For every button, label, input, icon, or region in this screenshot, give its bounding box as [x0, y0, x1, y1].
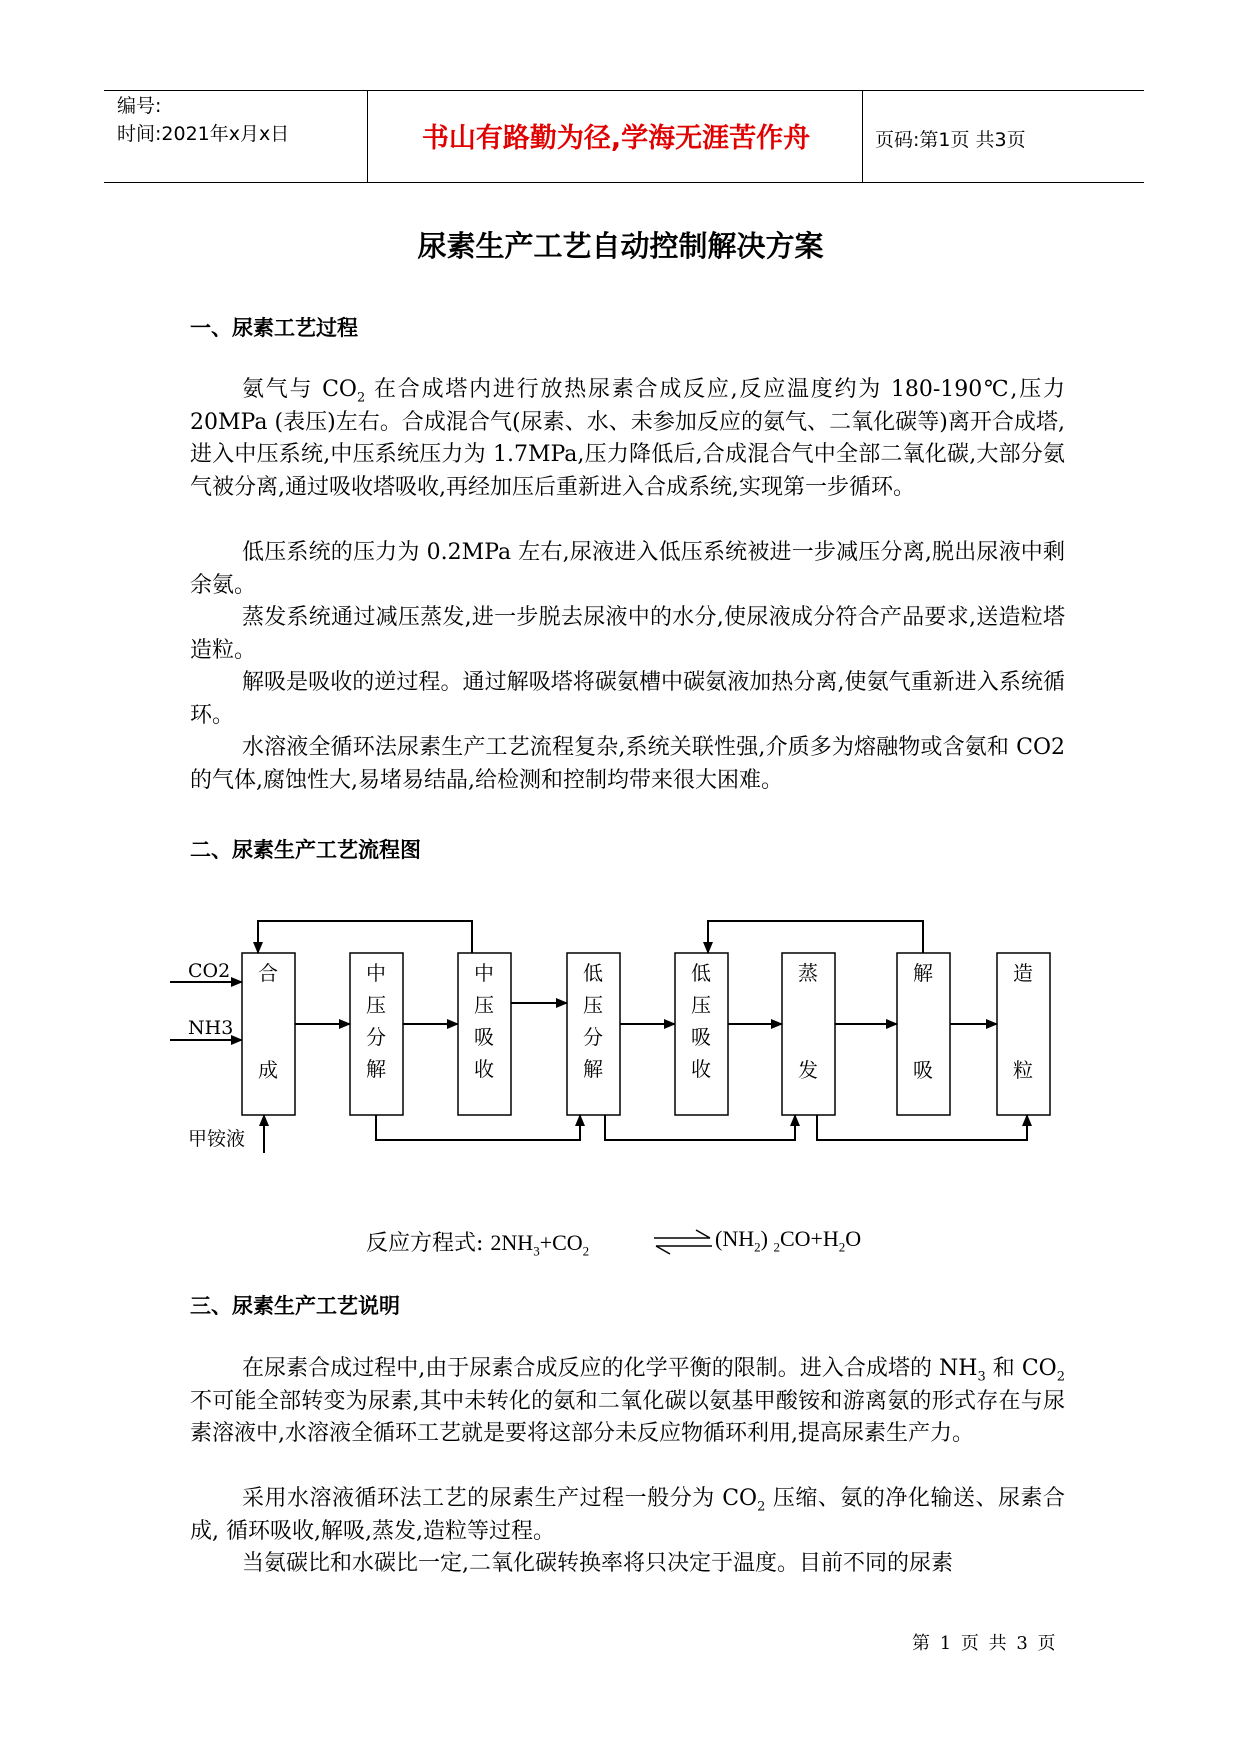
- box-lp-decomposition-char-3: 分: [583, 1025, 603, 1049]
- box-granulation-char-1: 造: [1013, 961, 1033, 985]
- box-lp-absorption-char-4: 收: [691, 1057, 711, 1081]
- section1-paragraph-3: 蒸发系统通过减压蒸发,进一步脱去尿液中的水分,使尿液成分符合产品要求,送造粒塔造粒。: [190, 605, 1065, 663]
- recycle-desorption-to-lp-absorption: [708, 921, 923, 953]
- box-mp-decomposition-char-2: 压: [366, 993, 386, 1017]
- recycle-mp-to-synthesis: [258, 921, 472, 953]
- input-co2-label: CO2: [188, 960, 231, 982]
- box-mp-absorption-char-2: 压: [474, 993, 494, 1017]
- header-top-rule: [104, 90, 1144, 91]
- box-lp-absorption-char-2: 压: [691, 993, 711, 1017]
- box-mp-absorption-char-3: 吸: [474, 1025, 494, 1049]
- box-lp-decomposition-char-4: 解: [583, 1057, 603, 1081]
- header-divider-left: [367, 91, 368, 182]
- reaction-equation-left: [366, 1226, 589, 1257]
- section3-paragraph-2: 采用水溶液循环法工艺的尿素生产过程一般分为 $CO_2$ 压缩、氨的净化输送、尿素合成, 循环吸收,解吸,蒸发,造粒等过程。: [190, 1486, 1065, 1544]
- box-lp-absorption-char-3: 吸: [691, 1025, 711, 1049]
- equation-label: 反应方程式:: [366, 1231, 484, 1256]
- header-bottom-rule: [104, 182, 1144, 183]
- doc-number-label: 编号:: [117, 95, 162, 117]
- header-meta: [117, 92, 289, 148]
- box-lp-decomposition-char-1: 低: [583, 961, 603, 985]
- header-divider-right: [862, 91, 863, 182]
- section3-paragraph-1: 在尿素合成过程中,由于尿素合成反应的化学平衡的限制。进入合成塔的 $NH_3$ 和 $CO_2$ 不可能全部转变为尿素,其中未转化的氨和二氧化碳以氨基甲酸铵和游离氨的形式存在与尿素溶液中,水溶液全循环工艺就是要将这部分未反应物循环利用,提高尿素生产力。: [190, 1356, 1065, 1446]
- box-desorption-char-1: 解: [913, 961, 933, 985]
- header-page-info: 页码:第1页 共3页: [875, 129, 1026, 151]
- doc-time-label: 时间:2021年x月x日: [117, 123, 290, 145]
- section2-heading: 二、尿素生产工艺流程图: [190, 838, 421, 862]
- document-title: 尿素生产工艺自动控制解决方案: [417, 229, 824, 263]
- box-mp-decomposition-char-3: 分: [366, 1025, 386, 1049]
- page-footer: 第 1 页 共 3 页: [912, 1633, 1058, 1654]
- section1-paragraph-1: 氨气与 $CO_2$ 在合成塔内进行放热尿素合成反应,反应温度约为 180-190℃,压力 20MPa (表压)左右。合成混合气(尿素、水、未参加反应的氨气、二氧化碳等)离开合成塔,进入中压系统,中压系统压力为 1.7MPa,压力降低后,合成混合气中全部二氧化碳,大部分氨气被分离,通过吸收塔吸收,再经加压后重新进入合成系统,实现第一步循环。: [190, 377, 1065, 500]
- equation-lhs: $2NH_3+CO_2$: [490, 1230, 590, 1259]
- box-synthesis-char-1: 合: [258, 961, 278, 985]
- box-desorption-char-2: 吸: [913, 1058, 933, 1082]
- bottom-mp-decomp-to-lp-decomp: [376, 1115, 580, 1140]
- header-motto: 书山有路勤为径,学海无涯苦作舟: [421, 123, 811, 154]
- box-mp-absorption-char-4: 收: [474, 1057, 494, 1081]
- input-carbamate-label: 甲铵液: [188, 1128, 246, 1150]
- section1-paragraph-5: 水溶液全循环法尿素生产工艺流程复杂,系统关联性强,介质多为熔融物或含氨和 CO2 的气体,腐蚀性大,易堵易结晶,给检测和控制均带来很大困难。: [190, 735, 1065, 793]
- section1-paragraph-2: 低压系统的压力为 0.2MPa 左右,尿液进入低压系统被进一步减压分离,脱出尿液中剩余氨。: [190, 540, 1065, 598]
- equation-rhs: $(NH_2)$ $_2CO+H_2O$: [715, 1226, 862, 1255]
- equilibrium-arrow-icon: [652, 1229, 714, 1255]
- box-evaporation-char-1: 蒸: [798, 961, 818, 985]
- box-mp-absorption-char-1: 中: [474, 961, 494, 985]
- section1-paragraph-4: 解吸是吸收的逆过程。通过解吸塔将碳氨槽中碳氨液加热分离,使氨气重新进入系统循环。: [190, 670, 1065, 728]
- box-synthesis-char-2: 成: [258, 1058, 278, 1082]
- box-lp-decomposition-char-2: 压: [583, 993, 603, 1017]
- section3-heading: 三、尿素生产工艺说明: [190, 1294, 400, 1318]
- box-mp-decomposition-char-1: 中: [366, 961, 386, 985]
- box-evaporation-char-2: 发: [798, 1058, 818, 1082]
- bottom-evaporation-to-granulation: [817, 1115, 1027, 1140]
- section1-heading: 一、尿素工艺过程: [190, 316, 358, 340]
- bottom-lp-decomp-to-evaporation: [605, 1115, 795, 1140]
- box-mp-decomposition-char-4: 解: [366, 1057, 386, 1081]
- section3-paragraph-3: 当氨碳比和水碳比一定,二氧化碳转换率将只决定于温度。目前不同的尿素: [242, 1551, 953, 1576]
- input-nh3-label: NH3: [188, 1017, 234, 1039]
- process-flow-diagram: [160, 905, 1080, 1175]
- box-granulation-char-2: 粒: [1013, 1058, 1033, 1082]
- box-lp-absorption-char-1: 低: [691, 961, 711, 985]
